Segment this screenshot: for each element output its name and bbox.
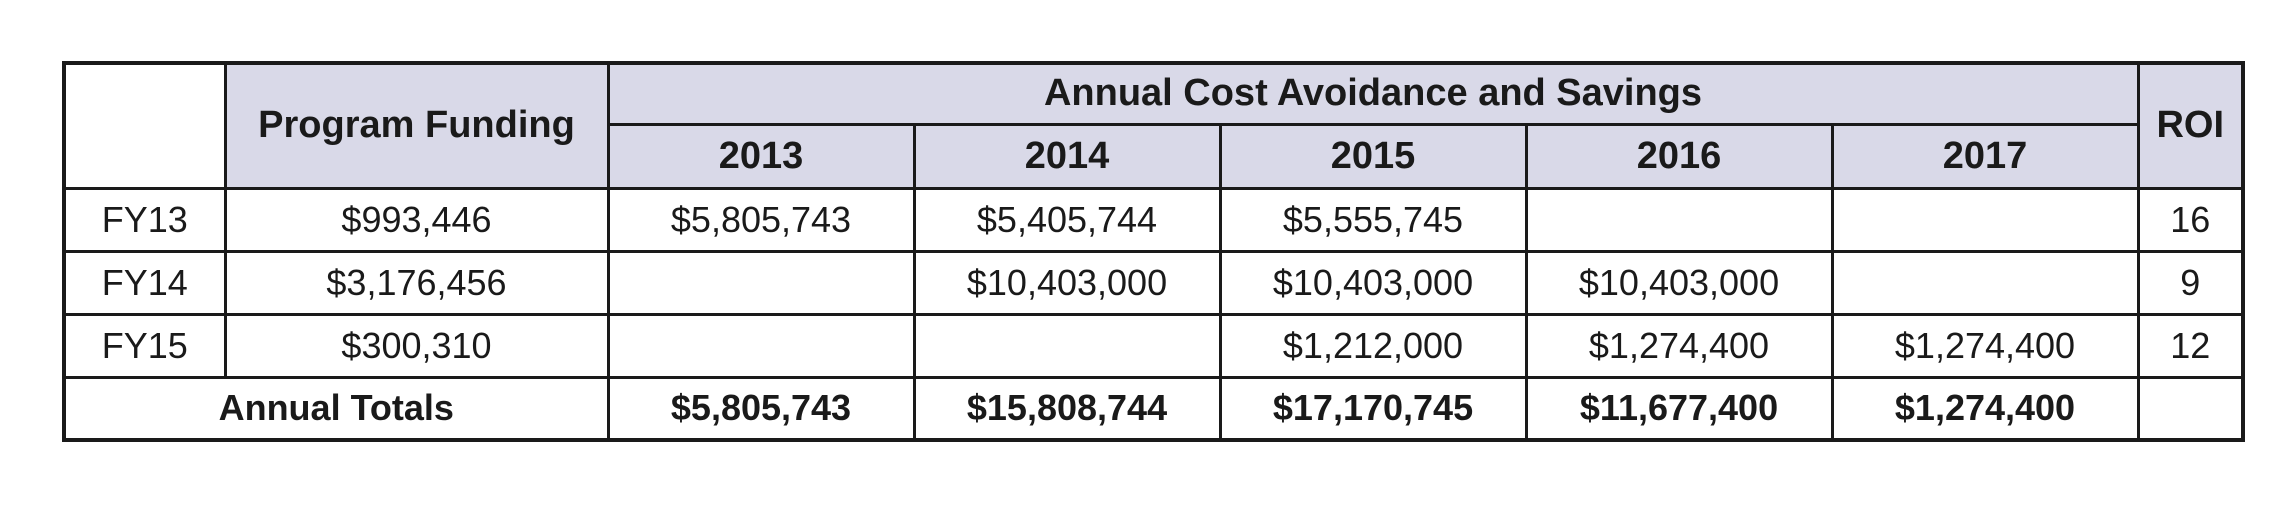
savings-cell: [608, 314, 914, 377]
table-row: [64, 251, 2243, 314]
savings-cell: [608, 251, 914, 314]
savings-cell: $1,212,000: [1220, 314, 1526, 377]
total-cell: $1,274,400: [1832, 377, 2138, 440]
savings-cell: $10,403,000: [914, 251, 1220, 314]
corner-cell: [64, 63, 225, 188]
total-cell: $15,808,744: [914, 377, 1220, 440]
fiscal-year-label: FY13: [64, 188, 225, 251]
total-cell: $5,805,743: [608, 377, 914, 440]
savings-cell: $1,274,400: [1832, 314, 2138, 377]
savings-cell: [1526, 188, 1832, 251]
cost-avoidance-table: [62, 61, 2245, 442]
savings-cell: $1,274,400: [1526, 314, 1832, 377]
program-funding-header: Program Funding: [225, 63, 608, 188]
savings-cell: [1832, 251, 2138, 314]
program-funding-cell: $300,310: [225, 314, 608, 377]
savings-cell: $5,405,744: [914, 188, 1220, 251]
savings-cell: $10,403,000: [1526, 251, 1832, 314]
roi-header: ROI: [2138, 63, 2243, 188]
roi-cell: 9: [2138, 251, 2243, 314]
year-header: 2013: [608, 124, 914, 188]
roi-cell: 12: [2138, 314, 2243, 377]
annual-totals-row: [64, 377, 2243, 440]
funding-table-wrapper: [62, 61, 2245, 442]
year-header: 2016: [1526, 124, 1832, 188]
total-cell: $17,170,745: [1220, 377, 1526, 440]
savings-cell: [914, 314, 1220, 377]
header-row-top: [64, 63, 2243, 124]
table-row: [64, 188, 2243, 251]
year-header: 2015: [1220, 124, 1526, 188]
year-header: 2017: [1832, 124, 2138, 188]
savings-cell: $5,805,743: [608, 188, 914, 251]
roi-total-empty-cell: [2138, 377, 2243, 440]
program-funding-cell: $3,176,456: [225, 251, 608, 314]
roi-cell: 16: [2138, 188, 2243, 251]
table-row: [64, 314, 2243, 377]
year-header: 2014: [914, 124, 1220, 188]
total-cell: $11,677,400: [1526, 377, 1832, 440]
savings-cell: $10,403,000: [1220, 251, 1526, 314]
program-funding-cell: $993,446: [225, 188, 608, 251]
annual-totals-label: Annual Totals: [64, 377, 608, 440]
annual-savings-group-header: Annual Cost Avoidance and Savings: [608, 63, 2138, 124]
fiscal-year-label: FY14: [64, 251, 225, 314]
savings-cell: $5,555,745: [1220, 188, 1526, 251]
savings-cell: [1832, 188, 2138, 251]
fiscal-year-label: FY15: [64, 314, 225, 377]
